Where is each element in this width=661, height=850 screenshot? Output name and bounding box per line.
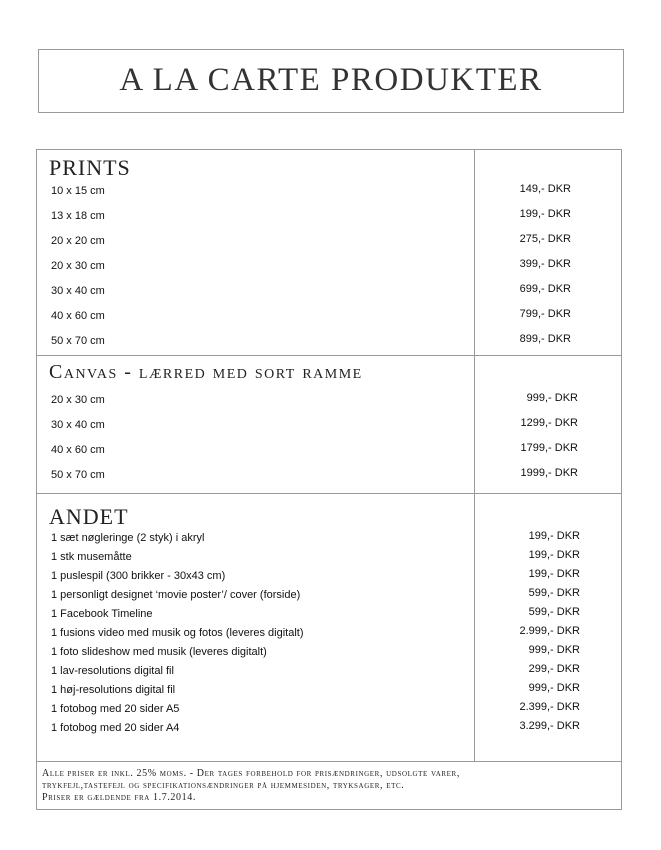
item-label: 40 x 60 cm (51, 444, 105, 456)
price-table (36, 149, 622, 762)
section-divider (37, 355, 621, 356)
section-title-prints: PRINTS (49, 155, 131, 180)
item-label: 1 fusions video med musik og fotos (leveres digitalt) (51, 627, 304, 639)
item-price: 699,- DKR (519, 283, 571, 295)
item-price: 149,- DKR (519, 183, 571, 195)
section-divider (37, 493, 621, 494)
item-price: 3.299,- DKR (519, 720, 580, 732)
item-label: 50 x 70 cm (51, 335, 105, 347)
item-price: 2.399,- DKR (519, 701, 580, 713)
item-label: 1 Facebook Timeline (51, 608, 153, 620)
item-price: 199,- DKR (528, 549, 580, 561)
item-label: 1 sæt nøgleringe (2 styk) i akryl (51, 532, 205, 544)
item-price: 199,- DKR (528, 530, 580, 542)
item-price: 299,- DKR (528, 663, 580, 675)
item-label: 30 x 40 cm (51, 285, 105, 297)
item-price: 199,- DKR (519, 208, 571, 220)
item-label: 10 x 15 cm (51, 185, 105, 197)
item-label: 1 stk musemåtte (51, 551, 132, 563)
section-title-andet: ANDET (49, 504, 129, 529)
item-price: 275,- DKR (519, 233, 571, 245)
item-price: 999,- DKR (528, 682, 580, 694)
item-price: 1999,- DKR (520, 467, 578, 479)
item-label: 1 lav-resolutions digital fil (51, 665, 174, 677)
item-price: 2.999,- DKR (519, 625, 580, 637)
title-box (38, 49, 624, 113)
column-divider (474, 150, 475, 761)
item-label: 30 x 40 cm (51, 419, 105, 431)
item-price: 799,- DKR (519, 308, 571, 320)
footer-text (42, 768, 617, 804)
item-price: 899,- DKR (519, 333, 571, 345)
item-label: 1 foto slideshow med musik (leveres digitalt) (51, 646, 267, 658)
item-label: 20 x 30 cm (51, 260, 105, 272)
item-label: 20 x 30 cm (51, 394, 105, 406)
item-label: 1 fotobog med 20 sider A5 (51, 703, 180, 715)
section-title-canvas: Canvas - lærred med sort ramme (49, 361, 363, 383)
page-title: A LA CARTE PRODUKTER (119, 62, 543, 98)
footer-box (36, 762, 622, 810)
item-price: 1299,- DKR (520, 417, 578, 429)
item-price: 599,- DKR (528, 606, 580, 618)
footer-line: Alle priser er inkl. 25% moms. - Der tages forbehold for prisændringer, udsolgte varer, (42, 768, 460, 779)
item-label: 13 x 18 cm (51, 210, 105, 222)
item-label: 1 puslespil (300 brikker - 30x43 cm) (51, 570, 226, 582)
item-price: 199,- DKR (528, 568, 580, 580)
item-label: 1 fotobog med 20 sider A4 (51, 722, 180, 734)
item-price: 399,- DKR (519, 258, 571, 270)
item-price: 599,- DKR (528, 587, 580, 599)
item-price: 1799,- DKR (520, 442, 578, 454)
item-label: 40 x 60 cm (51, 310, 105, 322)
footer-line: trykfejl,tastefejl og specifikationsændringer på hjemmesiden, tryksager, etc. (42, 780, 405, 791)
footer-line: Priser er gældende fra 1.7.2014. (42, 792, 196, 803)
item-label: 50 x 70 cm (51, 469, 105, 481)
item-label: 1 personligt designet ‘movie poster’/ cover (forside) (51, 589, 301, 601)
item-label: 1 høj-resolutions digital fil (51, 684, 176, 696)
item-label: 20 x 20 cm (51, 235, 105, 247)
item-price: 999,- DKR (526, 392, 578, 404)
item-price: 999,- DKR (528, 644, 580, 656)
